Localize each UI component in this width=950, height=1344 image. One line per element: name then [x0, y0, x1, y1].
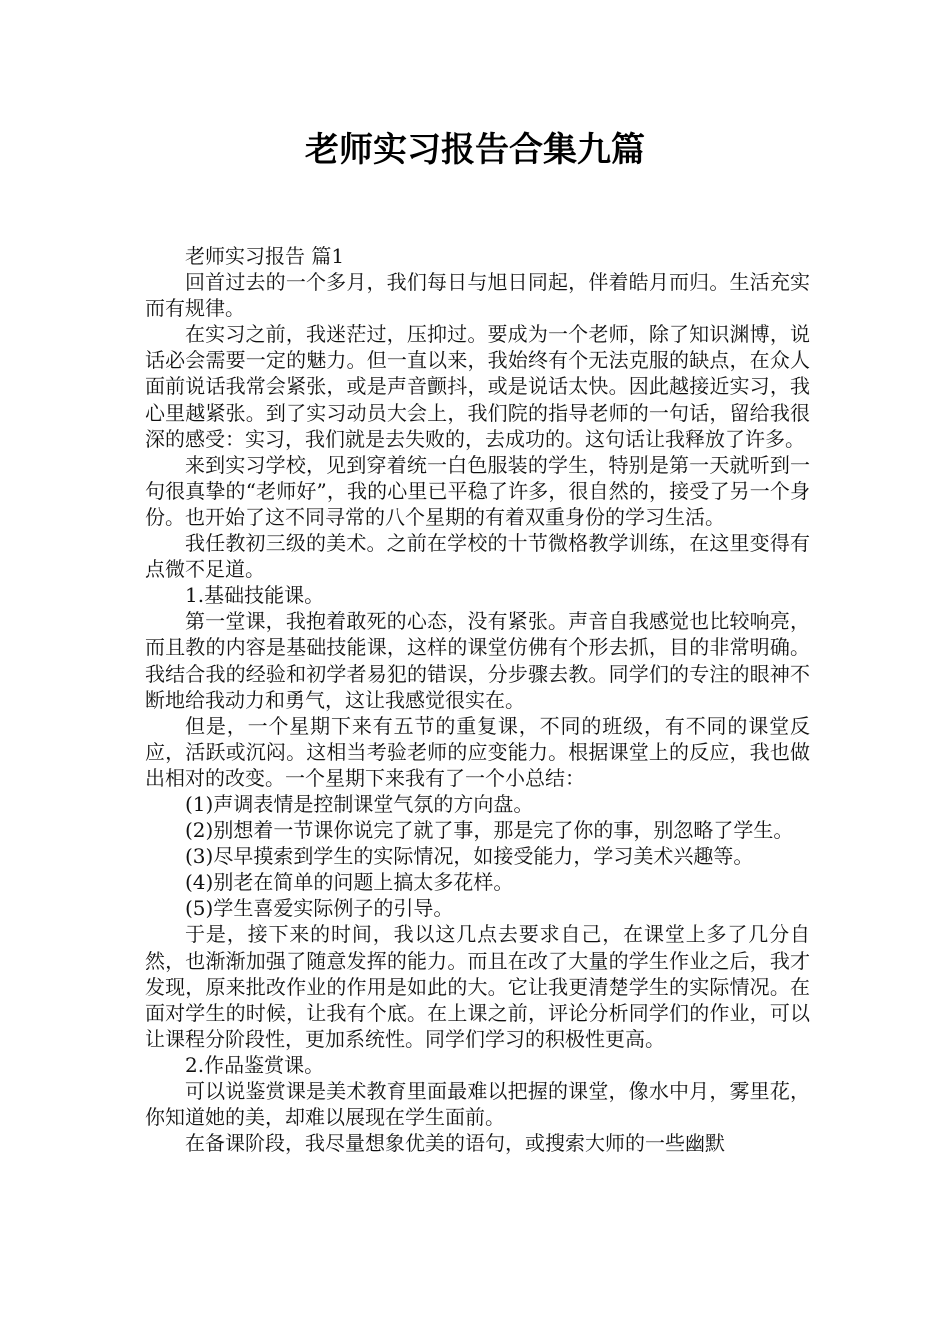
list-item: (5)学生喜爱实际例子的引导。: [185, 896, 454, 921]
subheading: 2.作品鉴赏课。: [185, 1052, 325, 1077]
paragraph: 但是，一个星期下来有五节的重复课，不同的班级，有不同的课堂反应，活跃或沉闷。这相当考验老师的应变能力。根据课堂上的反应，我也做出相对的改变。一个星期下来我有了一个小总结：: [145, 713, 810, 790]
paragraph: 可以说鉴赏课是美术教育里面最难以把握的课堂，像水中月，雾里花，你知道她的美，却难以展现在学生面前。: [145, 1079, 810, 1130]
paragraph: 于是，接下来的时间，我以这几点去要求自己，在课堂上多了几分自然，也渐渐加强了随意发挥的能力。而且在改了大量的学生作业之后，我才发现，原来批改作业的作用是如此的大。它让我更清楚学生的实际情况。在面对学生的时候，让我有个底。在上课之前，评论分析同学们的作业，可以让课程分阶段性，更加系统性。同学们学习的积极性更高。: [145, 922, 810, 1051]
paragraph: 第一堂课，我抱着敢死的心态，没有紧张。声音自我感觉也比较响亮，而且教的内容是基础技能课，这样的课堂仿佛有个形去抓，目的非常明确。我结合我的经验和初学者易犯的错误，分步骤去教。同学们的专注的眼神不断地给我动力和勇气，这让我感觉很实在。: [145, 609, 810, 712]
list-item: (1)声调表情是控制课堂气氛的方向盘。: [185, 791, 534, 816]
paragraph: 我任教初三级的美术。之前在学校的十节微格教学训练，在这里变得有点微不足道。: [145, 531, 810, 582]
paragraph: 在实习之前，我迷茫过，压抑过。要成为一个老师，除了知识渊博，说话必会需要一定的魅力。但一直以来，我始终有个无法克服的缺点，在众人面前说话我常会紧张，或是声音颤抖，或是说话太快。因此越接近实习，我心里越紧张。到了实习动员大会上，我们院的指导老师的一句话，留给我很深的感受：实习，我们就是去失败的，去成功的。这句话让我释放了许多。: [145, 322, 810, 451]
section-heading: 老师实习报告 篇1: [185, 244, 345, 268]
subheading: 1.基础技能课。: [185, 583, 325, 608]
paragraph: 在备课阶段，我尽量想象优美的语句，或搜索大师的一些幽默: [185, 1131, 725, 1156]
list-item: (3)尽早摸索到学生的实际情况，如接受能力，学习美术兴趣等。: [185, 844, 754, 869]
paragraph: 回首过去的一个多月，我们每日与旭日同起，伴着皓月而归。生活充实而有规律。: [145, 270, 810, 321]
list-item: (4)别老在简单的问题上搞太多花样。: [185, 870, 514, 895]
document-title: 老师实习报告合集九篇: [305, 130, 645, 170]
list-item: (2)别想着一节课你说完了就了事，那是完了你的事，别忽略了学生。: [185, 818, 794, 843]
paragraph: 来到实习学校，见到穿着统一白色服装的学生，特别是第一天就听到一句很真挚的“老师好”，我的心里已平稳了许多，很自然的，接受了另一个身份。也开始了这不同寻常的八个星期的有着双重身份的学习生活。: [145, 452, 810, 529]
document-body: [145, 243, 810, 1156]
